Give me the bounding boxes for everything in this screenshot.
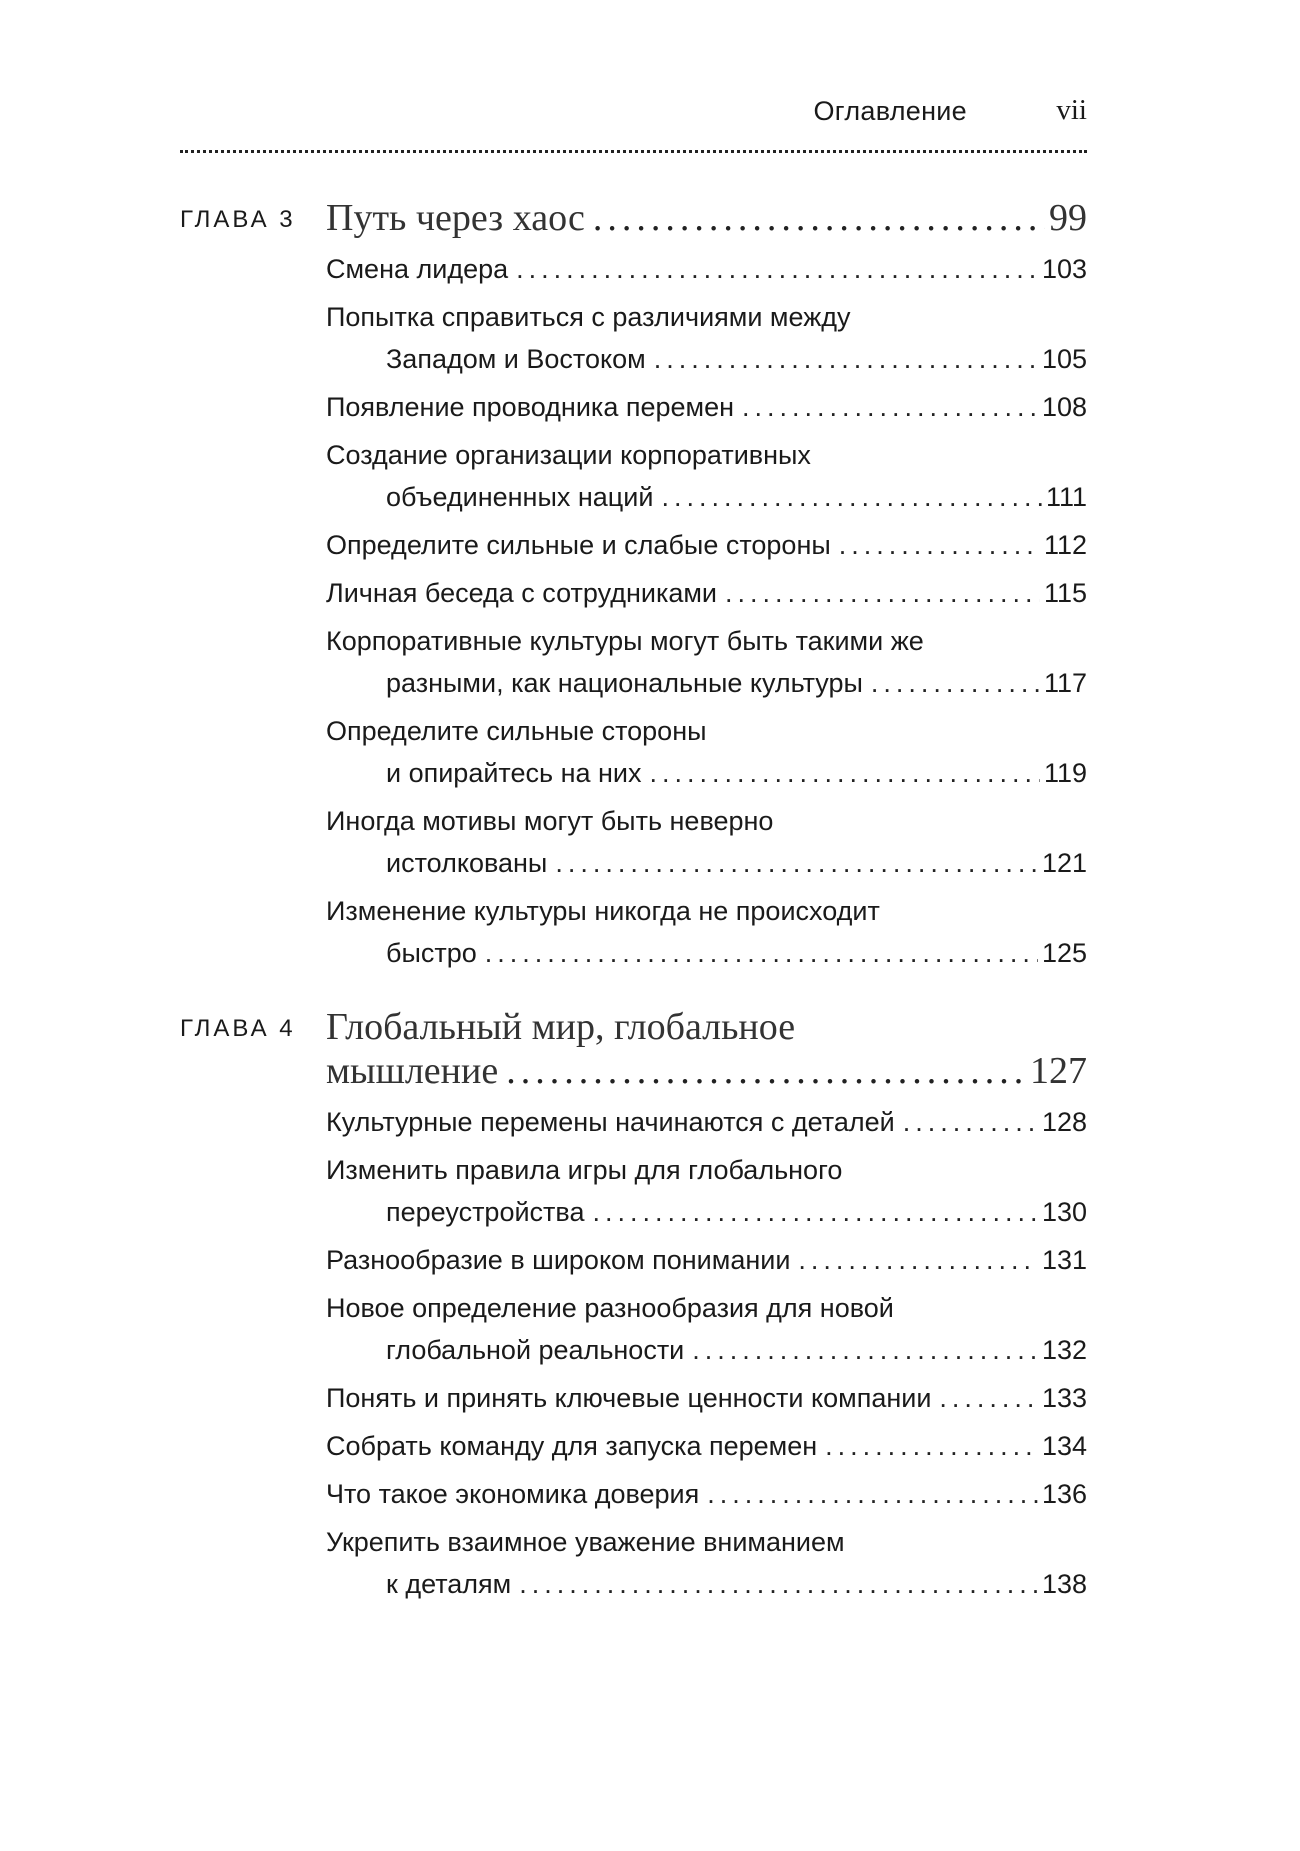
toc-entry-line (326, 1425, 1087, 1467)
toc-entry[interactable] (326, 248, 1087, 290)
toc-entry-line (326, 338, 1087, 380)
toc-entry-page: 134 (1041, 1431, 1087, 1461)
toc-entry-text: Определите сильные стороны (326, 716, 707, 746)
leader-dots (519, 1563, 1038, 1605)
toc-entry-page: 115 (1043, 578, 1087, 608)
toc-entry[interactable] (326, 710, 1087, 794)
toc-entry[interactable] (326, 1521, 1087, 1605)
toc-entry-line (326, 386, 1087, 428)
chapter-title (326, 1005, 1087, 1093)
leader-dots (692, 1329, 1038, 1371)
page-number: vii (1056, 94, 1087, 126)
toc-entry-page: 119 (1043, 758, 1087, 788)
toc-entry-line (326, 1473, 1087, 1515)
toc-entry-text: объединенных наций (386, 482, 654, 512)
chapter-page: 127 (1030, 1050, 1087, 1092)
toc-entry-text: Западом и Востоком (386, 344, 646, 374)
leader-dots (650, 752, 1040, 794)
toc-entry-page: 136 (1041, 1479, 1087, 1509)
chapter-entries (326, 248, 1087, 980)
toc-entry-page: 130 (1041, 1197, 1087, 1227)
toc-entry-text: Понять и принять ключевые ценности компании (326, 1383, 932, 1413)
chapter-label: ГЛАВА 4 (180, 1015, 296, 1042)
toc-entry-page: 131 (1041, 1245, 1087, 1275)
toc-entry-line (326, 572, 1087, 614)
chapter-title-line: Глобальный мир, глобальное (326, 1006, 796, 1048)
toc-entry-page: 108 (1041, 392, 1087, 422)
toc-entry[interactable] (326, 386, 1087, 428)
toc-entry[interactable] (326, 434, 1087, 518)
chapter-entries (326, 1101, 1087, 1611)
toc-entry-page: 103 (1041, 254, 1087, 284)
leader-dots (661, 476, 1042, 518)
toc-entry-text: и опирайтесь на них (386, 758, 642, 788)
toc-entry-text: Появление проводника перемен (326, 392, 734, 422)
toc-entry[interactable] (326, 1149, 1087, 1233)
toc-entry-text: Что такое экономика доверия (326, 1479, 700, 1509)
toc-entry-line (326, 1329, 1087, 1371)
toc-entry-text: Изменение культуры никогда не происходит (326, 896, 880, 926)
toc-entry-text: быстро (386, 938, 477, 968)
toc-entry-line (326, 752, 1087, 794)
leader-dots (516, 248, 1038, 290)
toc-entry-text: Иногда мотивы могут быть неверно (326, 806, 774, 836)
leader-dots (654, 338, 1038, 380)
toc-entry-text: Новое определение разнообразия для новой (326, 1293, 894, 1323)
toc-entry[interactable] (326, 296, 1087, 380)
chapter-title (326, 196, 1087, 240)
toc-entry[interactable] (326, 800, 1087, 884)
toc-entry-text: Собрать команду для запуска перемен (326, 1431, 818, 1461)
toc-entry-text: Попытка справиться с различиями между (326, 302, 851, 332)
leader-dots (555, 842, 1038, 884)
toc-entry-line (326, 524, 1087, 566)
chapter-title-text: мышление (326, 1050, 499, 1092)
toc-entry-page: 105 (1041, 344, 1087, 374)
toc-entry[interactable] (326, 572, 1087, 614)
toc-entry-page: 133 (1041, 1383, 1087, 1413)
toc-entry-text: Определите сильные и слабые стороны (326, 530, 831, 560)
toc-entry-text: разными, как национальные культуры (386, 668, 863, 698)
toc-entry-text: Изменить правила игры для глобального (326, 1155, 843, 1185)
running-header-title: Оглавление (813, 96, 967, 126)
toc-entry-line (326, 248, 1087, 290)
leader-dots (593, 196, 1045, 240)
toc-entry-text: Культурные перемены начинаются с деталей (326, 1107, 895, 1137)
running-header (180, 96, 1087, 136)
leader-dots (839, 524, 1040, 566)
toc-entry[interactable] (326, 1287, 1087, 1371)
toc-entry-page: 117 (1043, 668, 1087, 698)
leader-dots (903, 1101, 1038, 1143)
toc-entry-text: истолкованы (386, 848, 548, 878)
leader-dots (592, 1191, 1037, 1233)
leader-dots (506, 1049, 1026, 1093)
toc-entry-line (326, 1377, 1087, 1419)
toc-entry-line (326, 932, 1087, 974)
toc-entry-page: 125 (1041, 938, 1087, 968)
toc-entry-text: Укрепить взаимное уважение вниманием (326, 1527, 845, 1557)
toc-entry-line (326, 1191, 1087, 1233)
toc-entry-text: Разнообразие в широком понимании (326, 1245, 791, 1275)
leader-dots (485, 932, 1038, 974)
toc-entry-text: Смена лидера (326, 254, 509, 284)
toc-entry-line (326, 1239, 1087, 1281)
toc-entry-line (326, 476, 1087, 518)
leader-dots (707, 1473, 1038, 1515)
toc-entry-text: глобальной реальности (386, 1335, 685, 1365)
toc-entry-text: к деталям (386, 1569, 512, 1599)
leader-dots (725, 572, 1040, 614)
toc-entry-line (326, 662, 1087, 704)
toc-entry-page: 121 (1041, 848, 1087, 878)
leader-dots (871, 662, 1040, 704)
toc-entry[interactable] (326, 1101, 1087, 1143)
toc-entry-page: 111 (1045, 482, 1087, 512)
toc-entry-line (326, 842, 1087, 884)
toc-entry-text: Личная беседа с сотрудниками (326, 578, 718, 608)
leader-dots (939, 1377, 1038, 1419)
toc-entry-page: 138 (1041, 1569, 1087, 1599)
leader-dots (825, 1425, 1038, 1467)
toc-entry[interactable] (326, 1239, 1087, 1281)
dotted-divider (180, 150, 1087, 153)
toc-entry[interactable] (326, 890, 1087, 974)
leader-dots (798, 1239, 1038, 1281)
chapter-page: 99 (1049, 197, 1087, 239)
toc-entry[interactable] (326, 1425, 1087, 1467)
toc-entry[interactable] (326, 620, 1087, 704)
toc-entry-text: переустройства (386, 1197, 585, 1227)
toc-entry-text: Корпоративные культуры могут быть такими же (326, 626, 924, 656)
chapter-label: ГЛАВА 3 (180, 206, 296, 233)
toc-entry[interactable] (326, 1377, 1087, 1419)
leader-dots (742, 386, 1038, 428)
toc-entry-page: 128 (1041, 1107, 1087, 1137)
toc-entry[interactable] (326, 1473, 1087, 1515)
toc-entry-line (326, 1563, 1087, 1605)
chapter-title-text: Путь через хаос (326, 197, 585, 239)
toc-entry[interactable] (326, 524, 1087, 566)
toc-entry-page: 132 (1041, 1335, 1087, 1365)
toc-entry-page: 112 (1043, 530, 1087, 560)
toc-entry-text: Создание организации корпоративных (326, 440, 811, 470)
toc-entry-line (326, 1101, 1087, 1143)
